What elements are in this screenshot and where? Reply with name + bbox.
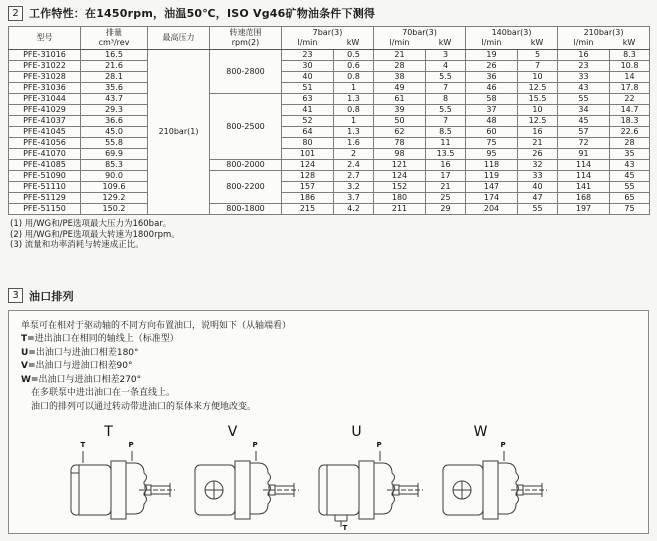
cell-kw: 12.5	[518, 83, 558, 94]
cell-model: PFE-41029	[9, 105, 81, 116]
pump-w-drawing	[441, 449, 559, 531]
cell-kw: 2	[334, 149, 374, 160]
cell-flow: 204	[466, 204, 518, 215]
pump-t-label: T	[104, 424, 113, 440]
cell-flow: 55	[558, 94, 610, 105]
pump-v-drawing	[193, 449, 311, 531]
cell-kw: 55	[518, 204, 558, 215]
table-row	[9, 116, 650, 127]
cell-kw: 22	[610, 94, 650, 105]
cell-flow: 80	[282, 138, 334, 149]
cell-kw: 15.5	[518, 94, 558, 105]
cell-kw: 47	[518, 193, 558, 204]
cell-flow: 168	[558, 193, 610, 204]
cell-kw: 5.5	[426, 72, 466, 83]
cell-flow: 211	[374, 204, 426, 215]
cell-flow: 78	[374, 138, 426, 149]
table-row	[9, 149, 650, 160]
spec-table-body	[9, 50, 650, 215]
cell-kw: 1	[334, 83, 374, 94]
cell-flow: 62	[374, 127, 426, 138]
table-row	[9, 171, 650, 182]
cell-flow: 46	[466, 83, 518, 94]
cell-flow: 124	[282, 160, 334, 171]
cell-model: PFE-41045	[9, 127, 81, 138]
pump-w-port-p-label: P	[500, 441, 506, 449]
cell-flow: 50	[374, 116, 426, 127]
cell-kw: 2.7	[334, 171, 374, 182]
cell-model: PFE-41070	[9, 149, 81, 160]
cell-flow: 40	[282, 72, 334, 83]
cell-flow: 118	[466, 160, 518, 171]
cell-rpm-range: 800-2500	[210, 94, 282, 160]
cell-max-pressure: 210bar(1)	[148, 50, 210, 215]
cell-flow: 60	[466, 127, 518, 138]
cell-displacement: 28.1	[81, 72, 148, 83]
section2-header	[8, 5, 657, 21]
col-header-70bar: 70bar(3) l/min kW	[374, 27, 466, 50]
pump-v-label: V	[227, 424, 238, 440]
cell-displacement: 150.2	[81, 204, 148, 215]
col-header-speed-range: 转速范围 rpm(2)	[210, 27, 282, 50]
pump-u-port-p-label: P	[376, 441, 382, 449]
cell-flow: 36	[466, 72, 518, 83]
pump-diagram-w	[441, 424, 561, 532]
pump-v-port-p-label: P	[252, 441, 258, 449]
cell-kw: 32	[518, 160, 558, 171]
port-desc-line: 单泵可在相对于驱动轴的不同方向布置油口，说明如下（从轴端看）	[21, 320, 292, 331]
cell-displacement: 109.6	[81, 182, 148, 193]
port-desc-line-multi: 在多联泵中进出油口在一条直线上。	[31, 388, 176, 398]
cell-displacement: 43.7	[81, 94, 148, 105]
cell-kw: 1.3	[334, 94, 374, 105]
table-row	[9, 127, 650, 138]
table-row	[9, 61, 650, 72]
cell-flow: 128	[282, 171, 334, 182]
cell-kw: 17.8	[610, 83, 650, 94]
cell-flow: 51	[282, 83, 334, 94]
cell-displacement: 29.3	[81, 105, 148, 116]
footnote-2: (2) 用/WG和/PE选项最大转速为1800rpm。	[10, 229, 180, 240]
cell-kw: 10	[518, 105, 558, 116]
cell-flow: 16	[558, 50, 610, 61]
cell-kw: 16	[518, 127, 558, 138]
cell-flow: 38	[374, 72, 426, 83]
cell-kw: 0.5	[334, 50, 374, 61]
table-row	[9, 94, 650, 105]
cell-flow: 98	[374, 149, 426, 160]
cell-kw: 2.4	[334, 160, 374, 171]
pump-u-drawing	[317, 449, 435, 531]
cell-kw: 7	[426, 116, 466, 127]
cell-rpm-range: 800-2800	[210, 50, 282, 94]
cell-kw: 10	[518, 72, 558, 83]
pump-t-drawing	[69, 449, 187, 531]
cell-flow: 28	[374, 61, 426, 72]
cell-kw: 22.6	[610, 127, 650, 138]
cell-flow: 174	[466, 193, 518, 204]
cell-flow: 33	[558, 72, 610, 83]
cell-kw: 13.5	[426, 149, 466, 160]
cell-flow: 26	[466, 61, 518, 72]
cell-kw: 0.8	[334, 105, 374, 116]
cell-flow: 114	[558, 160, 610, 171]
cell-kw: 75	[610, 204, 650, 215]
cell-flow: 63	[282, 94, 334, 105]
cell-kw: 3	[426, 50, 466, 61]
cell-model: PFE-41056	[9, 138, 81, 149]
cell-displacement: 36.6	[81, 116, 148, 127]
cell-flow: 37	[466, 105, 518, 116]
cell-flow: 157	[282, 182, 334, 193]
pump-t-port-p-label: P	[128, 441, 134, 449]
cell-flow: 124	[374, 171, 426, 182]
cell-flow: 45	[558, 116, 610, 127]
pump-diagram-t	[69, 424, 189, 532]
cell-kw: 10.8	[610, 61, 650, 72]
port-desc-line-W: W=出油口与进油口相差270°	[21, 374, 142, 385]
port-desc-line-U: U=出油口与进油口相差180°	[21, 347, 139, 358]
cell-rpm-range: 800-2200	[210, 171, 282, 204]
cell-kw: 12.5	[518, 116, 558, 127]
col-header-max-pressure: 最高压力	[148, 27, 210, 50]
port-desc-line-V: V=出油口与进油口相差90°	[21, 361, 133, 371]
table-row	[9, 72, 650, 83]
cell-flow: 23	[558, 61, 610, 72]
cell-kw: 1.3	[334, 127, 374, 138]
cell-flow: 41	[282, 105, 334, 116]
cell-flow: 152	[374, 182, 426, 193]
cell-flow: 91	[558, 149, 610, 160]
port-arrangement-box	[8, 310, 649, 534]
table-row	[9, 160, 650, 171]
cell-flow: 180	[374, 193, 426, 204]
cell-flow: 101	[282, 149, 334, 160]
footnote-1: (1) 用/WG和/PE选项最大压力为160bar。	[10, 219, 172, 229]
cell-kw: 16	[426, 160, 466, 171]
cell-flow: 57	[558, 127, 610, 138]
cell-flow: 119	[466, 171, 518, 182]
table-row	[9, 138, 650, 149]
section2-number-box: 2	[8, 6, 23, 21]
cell-model: PFE-51129	[9, 193, 81, 204]
cell-model: PFE-51150	[9, 204, 81, 215]
cell-displacement: 55.8	[81, 138, 148, 149]
cell-kw: 3.7	[334, 193, 374, 204]
cell-flow: 95	[466, 149, 518, 160]
footnote-3: (3) 流量和功率消耗与转速成正比。	[10, 240, 144, 250]
table-header-row	[9, 27, 650, 50]
cell-flow: 52	[282, 116, 334, 127]
cell-model: PFE-31044	[9, 94, 81, 105]
cell-kw: 21	[426, 182, 466, 193]
cell-kw: 35	[610, 149, 650, 160]
cell-flow: 19	[466, 50, 518, 61]
cell-flow: 64	[282, 127, 334, 138]
cell-flow: 30	[282, 61, 334, 72]
pump-diagrams-row	[21, 424, 608, 532]
cell-kw: 25	[426, 193, 466, 204]
cell-flow: 48	[466, 116, 518, 127]
col-header-displacement: 排量 cm³/rev	[81, 27, 148, 50]
cell-kw: 14.7	[610, 105, 650, 116]
cell-kw: 21	[518, 138, 558, 149]
cell-kw: 17	[426, 171, 466, 182]
pump-u-port-t-label: T	[342, 524, 348, 532]
cell-flow: 147	[466, 182, 518, 193]
cell-kw: 8	[426, 94, 466, 105]
cell-kw: 8.3	[610, 50, 650, 61]
table-footnotes	[10, 219, 657, 251]
cell-kw: 14	[610, 72, 650, 83]
cell-kw: 28	[610, 138, 650, 149]
cell-flow: 61	[374, 94, 426, 105]
cell-kw: 43	[610, 160, 650, 171]
section3-title: 油口排列	[29, 289, 74, 303]
cell-flow: 197	[558, 204, 610, 215]
cell-flow: 58	[466, 94, 518, 105]
cell-kw: 5	[518, 50, 558, 61]
cell-flow: 43	[558, 83, 610, 94]
cell-displacement: 21.6	[81, 61, 148, 72]
section3-number-box: 3	[8, 288, 23, 303]
pump-u-label: U	[351, 424, 362, 440]
cell-kw: 29	[426, 204, 466, 215]
col-header-model: 型号	[9, 27, 81, 50]
cell-flow: 72	[558, 138, 610, 149]
cell-flow: 186	[282, 193, 334, 204]
cell-model: PFE-31016	[9, 50, 81, 61]
cell-kw: 65	[610, 193, 650, 204]
col-header-140bar: 140bar(3) l/min kW	[466, 27, 558, 50]
pump-t-port-t-label: T	[80, 441, 86, 449]
cell-kw: 45	[610, 171, 650, 182]
table-row	[9, 50, 650, 61]
cell-flow: 34	[558, 105, 610, 116]
cell-kw: 0.8	[334, 72, 374, 83]
table-row	[9, 182, 650, 193]
pump-w-label: W	[473, 424, 488, 440]
cell-flow: 215	[282, 204, 334, 215]
cell-flow: 114	[558, 171, 610, 182]
cell-flow: 49	[374, 83, 426, 94]
cell-kw: 3.2	[334, 182, 374, 193]
cell-kw: 1.6	[334, 138, 374, 149]
cell-model: PFE-41085	[9, 160, 81, 171]
cell-model: PFE-51090	[9, 171, 81, 182]
cell-model: PFE-41037	[9, 116, 81, 127]
cell-kw: 4.2	[334, 204, 374, 215]
cell-flow: 121	[374, 160, 426, 171]
port-desc-line-T: T=进出油口在相同的轴线上（标准型）	[21, 334, 179, 344]
cell-flow: 141	[558, 182, 610, 193]
cell-displacement: 35.6	[81, 83, 148, 94]
cell-kw: 18.3	[610, 116, 650, 127]
cell-flow: 23	[282, 50, 334, 61]
cell-model: PFE-31036	[9, 83, 81, 94]
cell-model: PFE-31028	[9, 72, 81, 83]
cell-displacement: 129.2	[81, 193, 148, 204]
cell-kw: 5.5	[426, 105, 466, 116]
section3-header	[8, 288, 657, 304]
cell-flow: 21	[374, 50, 426, 61]
cell-displacement: 69.9	[81, 149, 148, 160]
cell-kw: 40	[518, 182, 558, 193]
cell-model: PFE-31022	[9, 61, 81, 72]
cell-flow: 75	[466, 138, 518, 149]
cell-rpm-range: 800-1800	[210, 204, 282, 215]
section2-title: 工作特性：在1450rpm，油温50℃，ISO Vg46矿物油条件下测得	[29, 7, 376, 20]
cell-displacement: 16.5	[81, 50, 148, 61]
cell-kw: 55	[610, 182, 650, 193]
pump-diagram-u	[317, 424, 437, 532]
spec-table	[8, 26, 650, 215]
cell-rpm-range: 800-2000	[210, 160, 282, 171]
cell-kw: 11	[426, 138, 466, 149]
table-row	[9, 105, 650, 116]
cell-kw: 33	[518, 171, 558, 182]
cell-kw: 4	[426, 61, 466, 72]
cell-kw: 26	[518, 149, 558, 160]
table-row	[9, 193, 650, 204]
cell-displacement: 90.0	[81, 171, 148, 182]
cell-model: PFE-51110	[9, 182, 81, 193]
cell-kw: 7	[518, 61, 558, 72]
cell-kw: 8.5	[426, 127, 466, 138]
col-header-7bar: 7bar(3) l/min kW	[282, 27, 374, 50]
cell-displacement: 45.0	[81, 127, 148, 138]
cell-kw: 7	[426, 83, 466, 94]
pump-diagram-v	[193, 424, 313, 532]
table-row	[9, 83, 650, 94]
cell-kw: 1	[334, 116, 374, 127]
port-desc-line-rotate: 油口的排列可以通过转动带进油口的泵体来方便地改变。	[31, 401, 257, 412]
cell-flow: 39	[374, 105, 426, 116]
cell-displacement: 85.3	[81, 160, 148, 171]
col-header-210bar: 210bar(3) l/min kW	[558, 27, 650, 50]
cell-kw: 0.6	[334, 61, 374, 72]
table-row	[9, 204, 650, 215]
